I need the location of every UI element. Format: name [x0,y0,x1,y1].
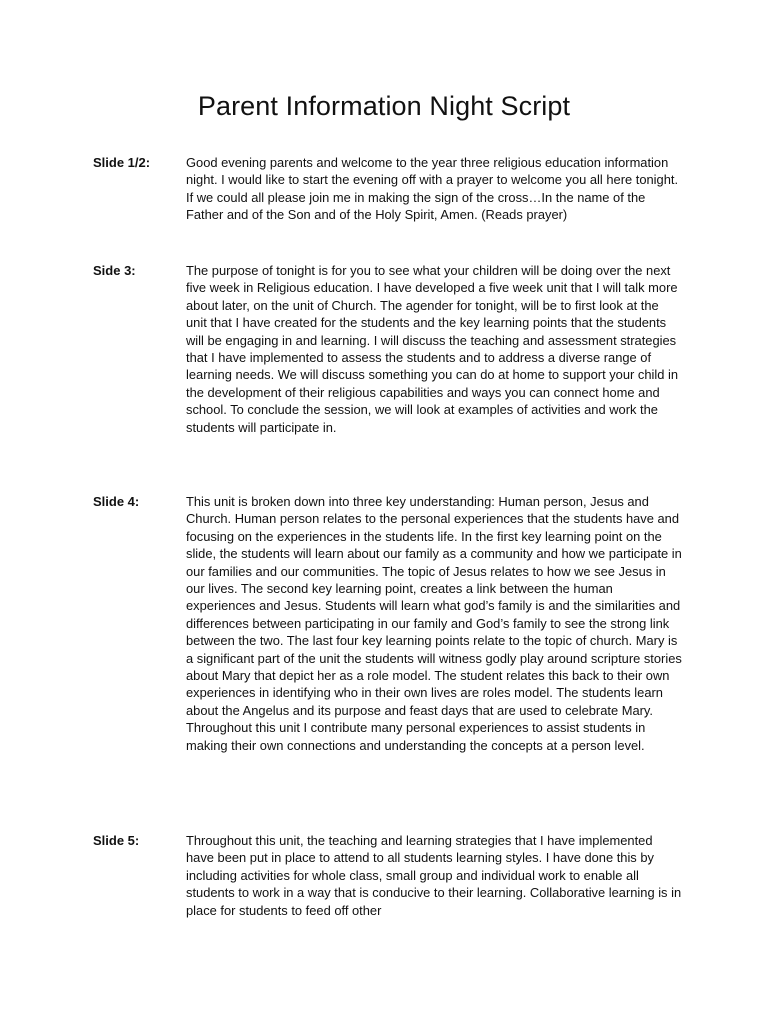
section-text: Throughout this unit, the teaching and learning strategies that I have implemented have been put in place to attend to all students learning styles. I have done this by including activities for whole class, small group and individual work to enable all students to work in a way that is conducive to their learning. Collaborative learning is in place for students to feed off other [186,833,682,918]
section-label: Slide 1/2: [93,155,151,170]
section-label: Side 3: [93,263,136,278]
document-title: Parent Information Night Script [197,91,571,121]
section-text: The purpose of tonight is for you to see what your children will be doing over the next five week in Religious education. I have developed a five week unit that I will talk more about later, on the unit of Church. The agender for tonight, will be to first look at the unit that I have created for the students and the key learning points that the students will be engaging in and learning. I will discuss the teaching and assessment strategies that I have implemented to assess the students and to address a diverse range of learning needs. We will discuss something you can do at home to support your child in the development of their religious capabilities and ways you can connect home and school. To conclude the session, we will look at examples of activities and work the students will participate in. [186,263,679,435]
section-text: Good evening parents and welcome to the year three religious education information night. I would like to start the evening off with a prayer to welcome you all here tonight. If we could all please join me in making the sign of the cross…In the name of the Father and of the Son and of the Holy Spirit, Amen. (Reads prayer) [186,155,679,223]
section-text: This unit is broken down into three key understanding: Human person, Jesus and Church. Human person relates to the personal experiences that the students have and focusing on the experiences in the students life. In the first key learning point on the slide, the students will learn about our family as a community and how we participate in our families and our communities. The topic of Jesus relates to how we see Jesus in our lives. The second key learning point, creates a link between the human experiences and Jesus. Students will learn what god’s family is and the similarities and differences between participating in our family and God’s family to see the strong link between the two. The last four key learning points relate to the topic of church. Mary is a significant part of the unit the students will witness godly play around scripture stories about Mary that depict her as a role model. The student relates this back to their own experiences in identifying who in their own lives are roles model. The students learn about the Angelus and its purpose and feast days that are used to celebrate Mary. Throughout this unit I contribute many personal experiences to assist students in making their own connections and understanding the concepts at a person level. [186,494,682,753]
section-label: Slide 4: [93,494,140,509]
section-label: Slide 5: [93,833,140,848]
